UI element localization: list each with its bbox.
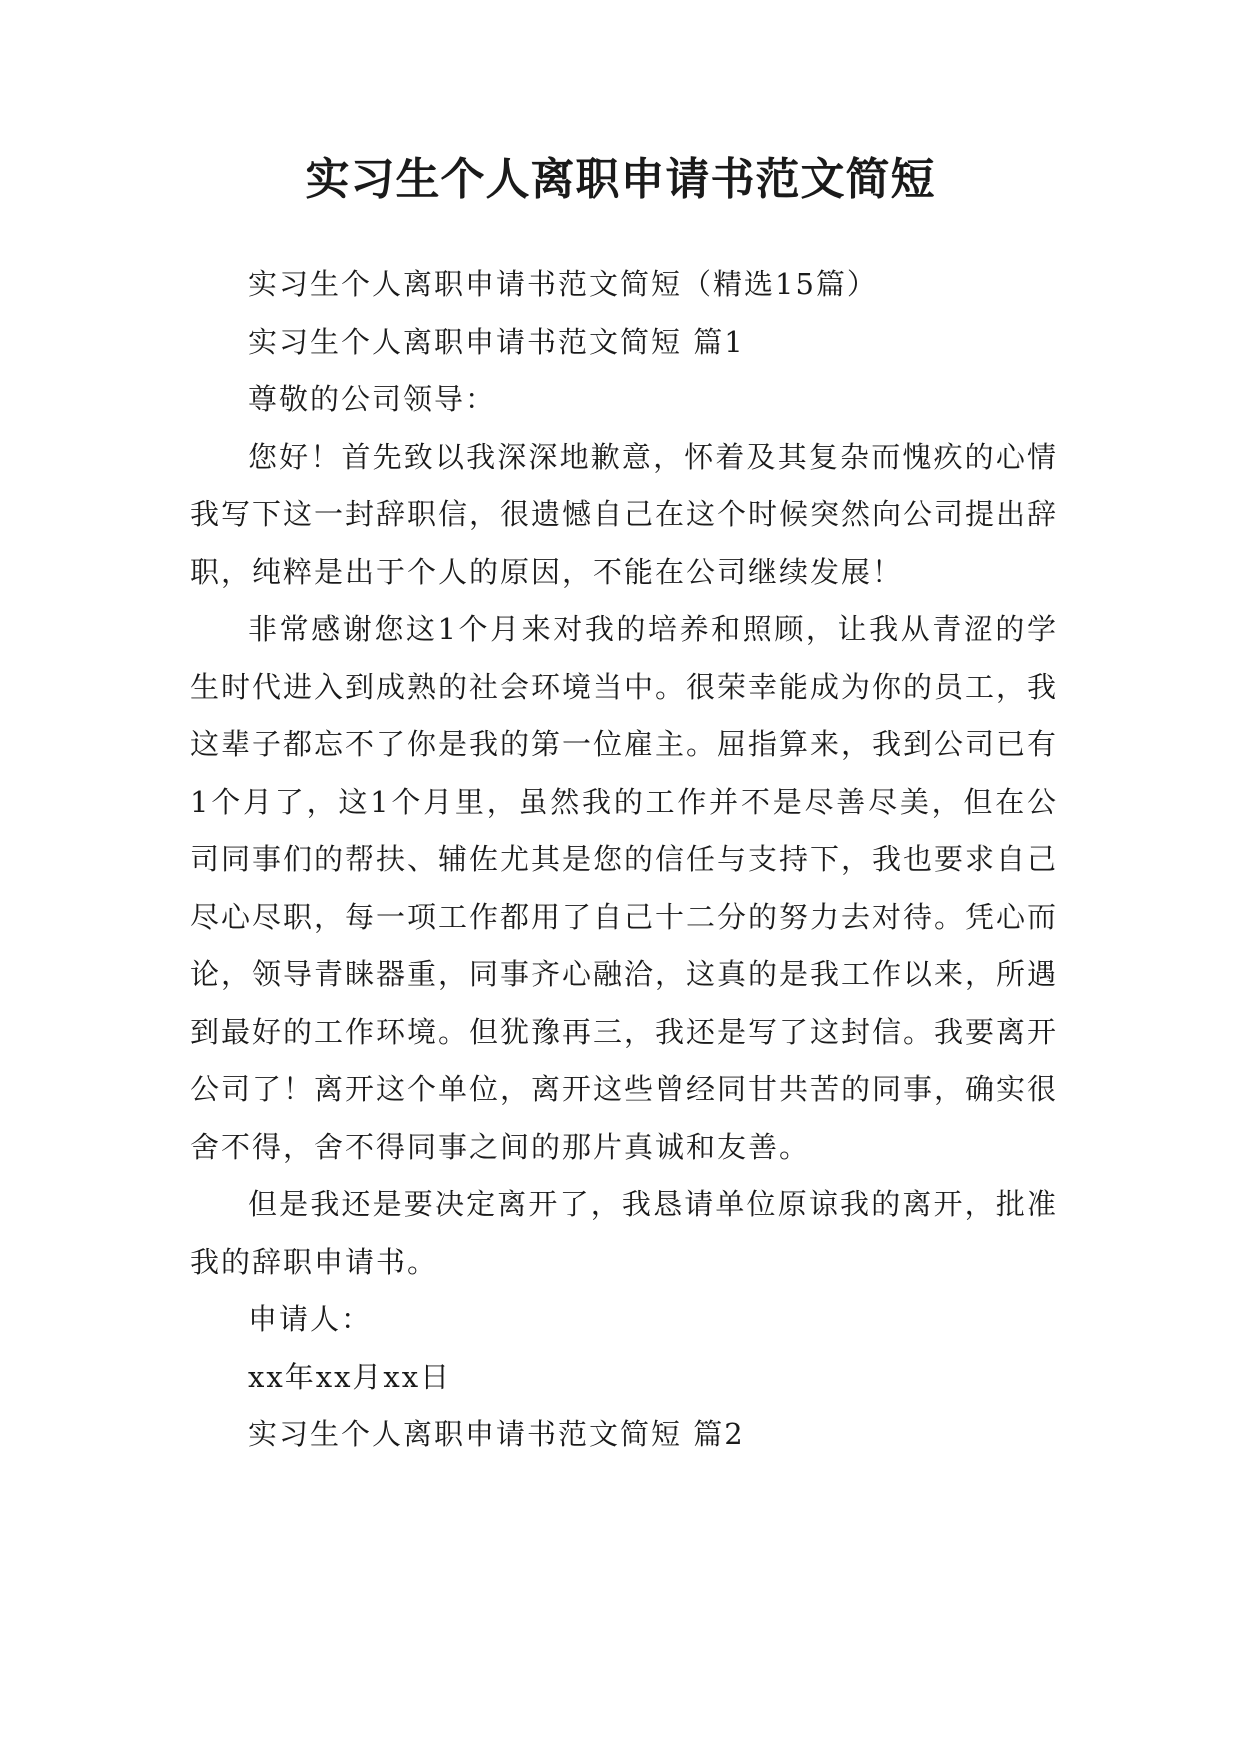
section-heading-1: 实习生个人离职申请书范文简短 篇1 [248,324,745,359]
section-heading-2: 实习生个人离职申请书范文简短 篇2 [248,1417,745,1451]
document-title: 实习生个人离职申请书范文简短 [305,154,936,205]
document-body [190,256,1058,1464]
subtitle-line: 实习生个人离职申请书范文简短（精选15篇） [248,267,878,301]
signature-label: 申请人： [248,1302,373,1336]
date-line: xx年xx月xx日 [248,1359,452,1394]
salutation: 尊敬的公司领导： [248,382,497,416]
body-paragraph: 但是我还是要决定离开了，我恳请单位原谅我的离开，批准我的辞职申请书。 [190,1187,1058,1279]
body-paragraph: 您好！首先致以我深深地歉意，怀着及其复杂而愧疚的心情我写下这一封辞职信，很遗憾自己在这个时候突然向公司提出辞职，纯粹是出于个人的原因，不能在公司继续发展！ [190,439,1059,589]
body-paragraph: 非常感谢您这1个月来对我的培养和照顾，让我从青涩的学生时代进入到成熟的社会环境当中。很荣幸能成为你的员工，我这辈子都忘不了你是我的第一位雇主。屈指算来，我到公司已有1个月了，这1个月里，虽然我的工作并不是尽善尽美，但在公司同事们的帮扶、辅佐尤其是您的信任与支持下，我也要求自己尽心尽职，每一项工作都用了自己十二分的努力去对待。凭心而论，领导青睐器重，同事齐心融洽，这真的是我工作以来，所遇到最好的工作环境。但犹豫再三，我还是写了这封信。我要离开公司了！离开这个单位，离开这些曾经同甘共苦的同事，确实很舍不得，舍不得同事之间的那片真诚和友善。 [190,612,1059,1164]
